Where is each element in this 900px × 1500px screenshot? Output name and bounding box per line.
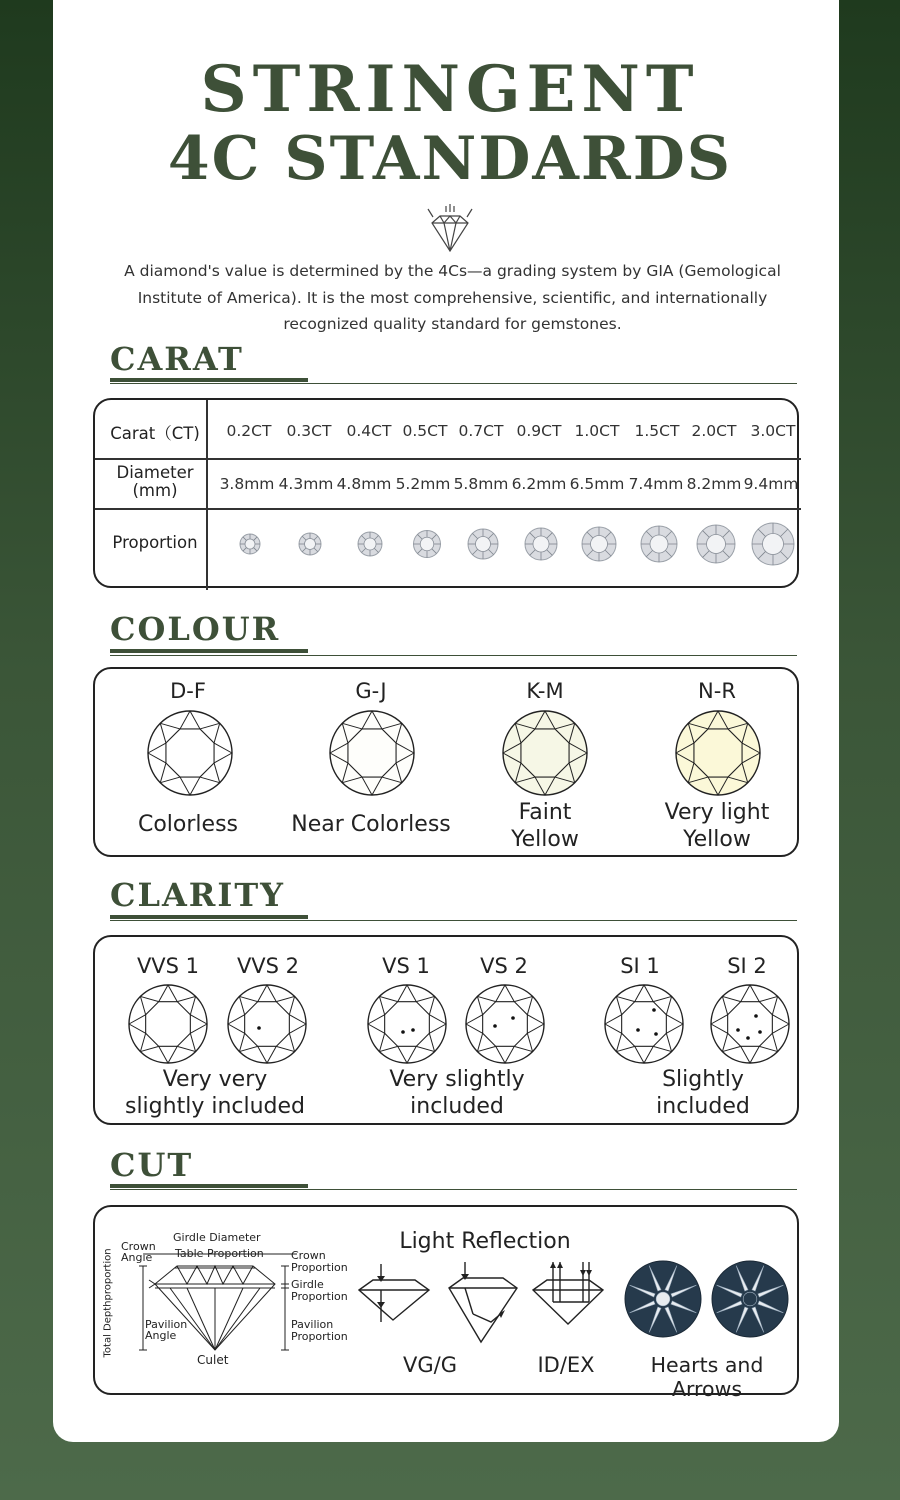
- label-crown-proportion: [291, 1250, 348, 1274]
- carat-value: 0.4CT: [346, 422, 392, 440]
- diameter-value: 3.8mm: [219, 475, 275, 493]
- diameter-value: 9.4mm: [743, 475, 799, 493]
- carat-value: 3.0CT: [750, 422, 796, 440]
- carat-value: 0.3CT: [286, 422, 332, 440]
- colour-diamond-N-R: [676, 711, 760, 795]
- carat-diamond-0.3CT: [299, 533, 321, 555]
- page-title-line1: STRINGENT: [200, 52, 700, 127]
- heading-underline: [110, 378, 308, 382]
- clarity-diamond-VVS 2: [228, 985, 306, 1063]
- carat-diamond-0.7CT: [468, 529, 498, 559]
- clarity-desc-si: [603, 1066, 803, 1120]
- colour-grades-box: [93, 667, 799, 857]
- heading-rule: [110, 383, 797, 384]
- arrows-pattern-stone: [712, 1261, 788, 1337]
- colour-grade-nr: N-R: [698, 679, 736, 703]
- row-divider: [95, 458, 801, 460]
- clarity-grade-vs2: VS 2: [480, 954, 528, 978]
- carat-value: 1.5CT: [634, 422, 680, 440]
- carat-diamond-1.0CT: [582, 527, 616, 561]
- label-pavilion-angle-2: Angle: [145, 1329, 177, 1342]
- carat-diamond-0.5CT: [414, 531, 441, 558]
- carat-table: [93, 398, 799, 588]
- inclusion-dot: [758, 1030, 762, 1034]
- colour-desc-km: [475, 799, 615, 853]
- diameter-value: 6.5mm: [569, 475, 625, 493]
- colour-desc-nr-line2: Yellow: [683, 827, 751, 852]
- carat-value: 1.0CT: [574, 422, 620, 440]
- colour-diamond-G-J: [330, 711, 414, 795]
- colour-desc-gj: Near Colorless: [291, 812, 451, 837]
- diameter-value: 4.8mm: [336, 475, 392, 493]
- diamond-icon: [422, 203, 478, 255]
- inclusion-dot: [636, 1028, 640, 1032]
- clarity-grade-si2: SI 2: [727, 954, 767, 978]
- clarity-desc-vvs-line2: slightly included: [124, 1094, 306, 1119]
- diameter-value: 8.2mm: [686, 475, 742, 493]
- section-heading-cut: CUT: [110, 1146, 194, 1184]
- inclusion-dot: [411, 1028, 415, 1032]
- colour-desc-nr-line1: Very light: [664, 800, 770, 825]
- section-heading-carat: CARAT: [110, 340, 244, 378]
- inclusion-dot: [746, 1036, 750, 1040]
- clarity-grade-vvs1: VVS 1: [136, 954, 200, 978]
- label-crown-prop-2: Proportion: [291, 1261, 348, 1274]
- inclusion-dot: [257, 1026, 261, 1030]
- section-heading-clarity: CLARITY: [110, 876, 286, 914]
- carat-diamond-2.0CT: [697, 525, 735, 563]
- diameter-value: 4.3mm: [278, 475, 334, 493]
- page-title-line2: 4C STANDARDS: [167, 124, 733, 194]
- inclusion-dot: [511, 1016, 515, 1020]
- clarity-desc-vvs: [115, 1066, 315, 1120]
- carat-value: 0.5CT: [402, 422, 448, 440]
- inclusion-dot: [652, 1008, 656, 1012]
- clarity-grade-vs1: VS 1: [382, 954, 430, 978]
- carat-diamond-3.0CT: [752, 523, 794, 565]
- inclusion-dot: [493, 1024, 497, 1028]
- clarity-diamond-VS 1: [368, 985, 446, 1063]
- light-reflection-diagrams: [353, 1262, 613, 1352]
- clarity-grade-si1: SI 1: [620, 954, 660, 978]
- label-crown-prop-1: Crown: [291, 1249, 326, 1262]
- label-total-depth: Total Depthproportion: [102, 1248, 114, 1358]
- label-table-proportion: Table Proportion: [175, 1247, 264, 1260]
- label-pavilion-proportion: [291, 1319, 348, 1343]
- diameter-value: 6.2mm: [511, 475, 567, 493]
- clarity-desc-vs-line2: included: [410, 1094, 504, 1119]
- cut-label-id-ex: ID/EX: [537, 1353, 595, 1377]
- label-crown-angle: [121, 1241, 156, 1263]
- heading-rule: [110, 920, 797, 921]
- label-culet: Culet: [197, 1353, 229, 1367]
- colour-desc-km-line1: Faint: [518, 800, 572, 825]
- colour-grade-gj: G-J: [355, 679, 387, 703]
- clarity-diamond-SI 2: [711, 985, 789, 1063]
- clarity-diamond-VS 2: [466, 985, 544, 1063]
- label-girdle-prop-1: Girdle: [291, 1278, 324, 1291]
- row-label-proportion: Proportion: [112, 533, 198, 552]
- cut-label-vg-g: VG/G: [403, 1353, 457, 1377]
- label-pavilion-prop-1: Pavilion: [291, 1318, 334, 1331]
- label-girdle-prop-2: Proportion: [291, 1290, 348, 1303]
- cut-box: [93, 1205, 799, 1401]
- row-label-diameter: [105, 464, 205, 500]
- label-pavilion-prop-2: Proportion: [291, 1330, 348, 1343]
- clarity-desc-vs-line1: Very slightly: [389, 1067, 525, 1092]
- diameter-value: 7.4mm: [628, 475, 684, 493]
- hearts-pattern-stone: [625, 1261, 701, 1337]
- carat-value: 0.9CT: [516, 422, 562, 440]
- inclusion-dot: [754, 1014, 758, 1018]
- inclusion-dot: [654, 1032, 658, 1036]
- row-label-carat: Carat（CT): [110, 424, 200, 443]
- heading-underline: [110, 649, 308, 653]
- colour-desc-df: Colorless: [137, 812, 238, 837]
- colour-grade-df: D-F: [170, 679, 206, 703]
- clarity-diamond-SI 1: [605, 985, 683, 1063]
- intro-text: A diamond's value is determined by the 4Cs—a grading system by GIA (Gemological Institute of America). It is the most comprehensive, scientific, and internationally recognized quality standard for gemstones.: [124, 262, 781, 333]
- carat-value: 2.0CT: [691, 422, 737, 440]
- carat-diamond-1.5CT: [641, 526, 677, 562]
- heading-underline: [110, 915, 308, 919]
- row-label-diameter-line2: (mm): [132, 481, 178, 500]
- label-pavilion-angle-1: Pavilion: [145, 1318, 188, 1331]
- clarity-stone-row: [95, 982, 801, 1067]
- colour-stone-row: [95, 707, 801, 802]
- heading-rule: [110, 1189, 797, 1190]
- diameter-value: 5.8mm: [453, 475, 509, 493]
- section-heading-colour: COLOUR: [110, 610, 281, 648]
- row-label-diameter-line1: Diameter: [116, 463, 194, 482]
- colour-desc-nr: [647, 799, 787, 853]
- clarity-desc-vs: [357, 1066, 557, 1120]
- colour-diamond-K-M: [503, 711, 587, 795]
- carat-diamond-0.4CT: [358, 532, 382, 556]
- label-crown-angle-1: Crown: [121, 1240, 156, 1253]
- heading-rule: [110, 655, 797, 656]
- hearts-and-arrows-stones: [623, 1259, 793, 1339]
- carat-value: 0.7CT: [458, 422, 504, 440]
- carat-proportion-row: [95, 508, 801, 588]
- carat-diamond-0.2CT: [240, 534, 260, 554]
- carat-diamond-0.9CT: [525, 528, 557, 560]
- heading-underline: [110, 1184, 308, 1188]
- diameter-value: 5.2mm: [395, 475, 451, 493]
- clarity-desc-vvs-line1: Very very: [162, 1067, 268, 1092]
- clarity-grades-box: [93, 935, 799, 1125]
- clarity-diamond-VVS 1: [129, 985, 207, 1063]
- colour-diamond-D-F: [148, 711, 232, 795]
- cut-label-hearts-arrows: Hearts and Arrows: [650, 1353, 764, 1401]
- label-crown-angle-2: Angle: [121, 1251, 153, 1264]
- carat-value: 0.2CT: [226, 422, 272, 440]
- label-girdle-proportion: [291, 1279, 348, 1303]
- clarity-desc-si-line2: included: [656, 1094, 750, 1119]
- colour-grade-km: K-M: [526, 679, 564, 703]
- light-reflection-title: Light Reflection: [399, 1229, 571, 1254]
- inclusion-dot: [401, 1030, 405, 1034]
- clarity-grade-vvs2: VVS 2: [236, 954, 300, 978]
- clarity-desc-si-line1: Slightly: [662, 1067, 744, 1092]
- label-pavilion-angle: [145, 1319, 187, 1341]
- label-girdle-diameter: Girdle Diameter: [173, 1231, 261, 1244]
- inclusion-dot: [736, 1028, 740, 1032]
- colour-desc-km-line2: Yellow: [511, 827, 579, 852]
